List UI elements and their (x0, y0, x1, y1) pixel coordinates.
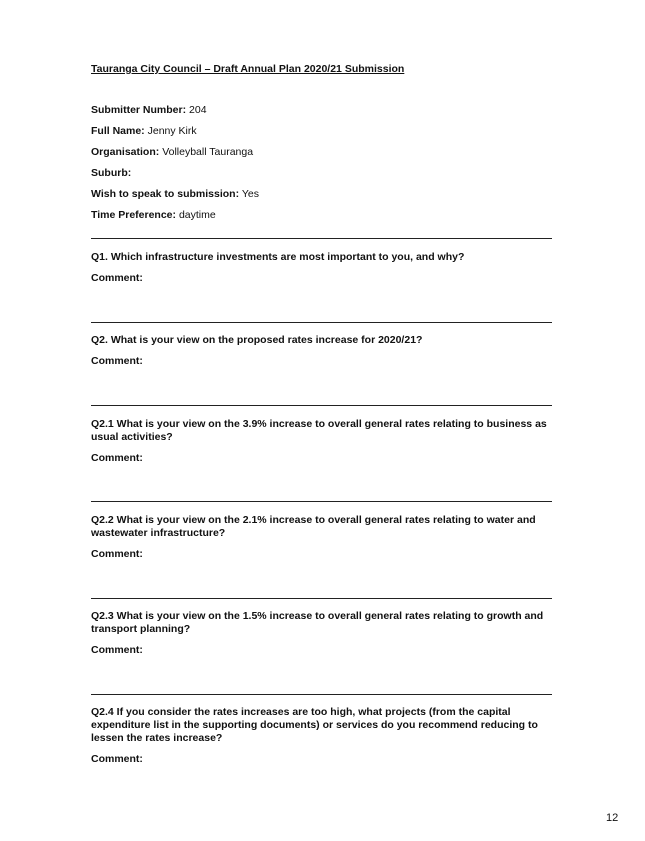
full-name (91, 125, 197, 138)
question-q2-2: Q2.2 What is your view on the 2.1% increase to overall general rates relating to water and wastewater infrastructure? (91, 514, 536, 539)
comment-label-q2-1: Comment: (91, 452, 143, 464)
divider (91, 598, 552, 599)
submitter-number (91, 104, 207, 117)
divider (91, 238, 552, 239)
full-name-label: Full Name: (91, 125, 145, 137)
time-preference-value: daytime (178, 209, 216, 221)
question-q2-3: Q2.3 What is your view on the 1.5% increase to overall general rates relating to growth and transport planning? (91, 610, 544, 635)
comment-label-q2-2: Comment: (91, 548, 143, 560)
divider (91, 694, 552, 695)
comment-label-q2-3: Comment: (91, 644, 143, 656)
time-preference-label: Time Preference: (91, 209, 177, 221)
submitter-number-label: Submitter Number: (91, 104, 187, 116)
page-number: 12 (606, 812, 619, 824)
divider (91, 322, 552, 323)
organisation (91, 146, 253, 159)
document-title: Tauranga City Council – Draft Annual Plan 2020/21 Submission (91, 63, 405, 75)
question-q2: Q2. What is your view on the proposed rates increase for 2020/21? (91, 334, 423, 346)
suburb-label: Suburb: (91, 167, 132, 179)
organisation-value: Volleyball Tauranga (162, 146, 254, 158)
wish-to-speak-value: Yes (241, 188, 259, 200)
wish-to-speak (91, 188, 259, 201)
full-name-value: Jenny Kirk (147, 125, 197, 137)
divider (91, 501, 552, 502)
question-q1: Q1. Which infrastructure investments are most important to you, and why? (91, 251, 465, 263)
submitter-number-value: 204 (189, 104, 207, 116)
divider (91, 405, 552, 406)
organisation-label: Organisation: (91, 146, 160, 158)
comment-label-q2: Comment: (91, 355, 143, 367)
time-preference (91, 209, 216, 222)
question-q2-4: Q2.4 If you consider the rates increases are too high, what projects (from the capital expenditure list in the supporting documents) or services do you recommend reducing to lessen the rates increase? (91, 706, 538, 744)
comment-label-q1: Comment: (91, 272, 143, 284)
comment-label-q2-4: Comment: (91, 753, 143, 765)
suburb (91, 167, 131, 180)
question-q2-1: Q2.1 What is your view on the 3.9% increase to overall general rates relating to business as usual activities? (91, 418, 547, 443)
wish-to-speak-label: Wish to speak to submission: (91, 188, 240, 200)
